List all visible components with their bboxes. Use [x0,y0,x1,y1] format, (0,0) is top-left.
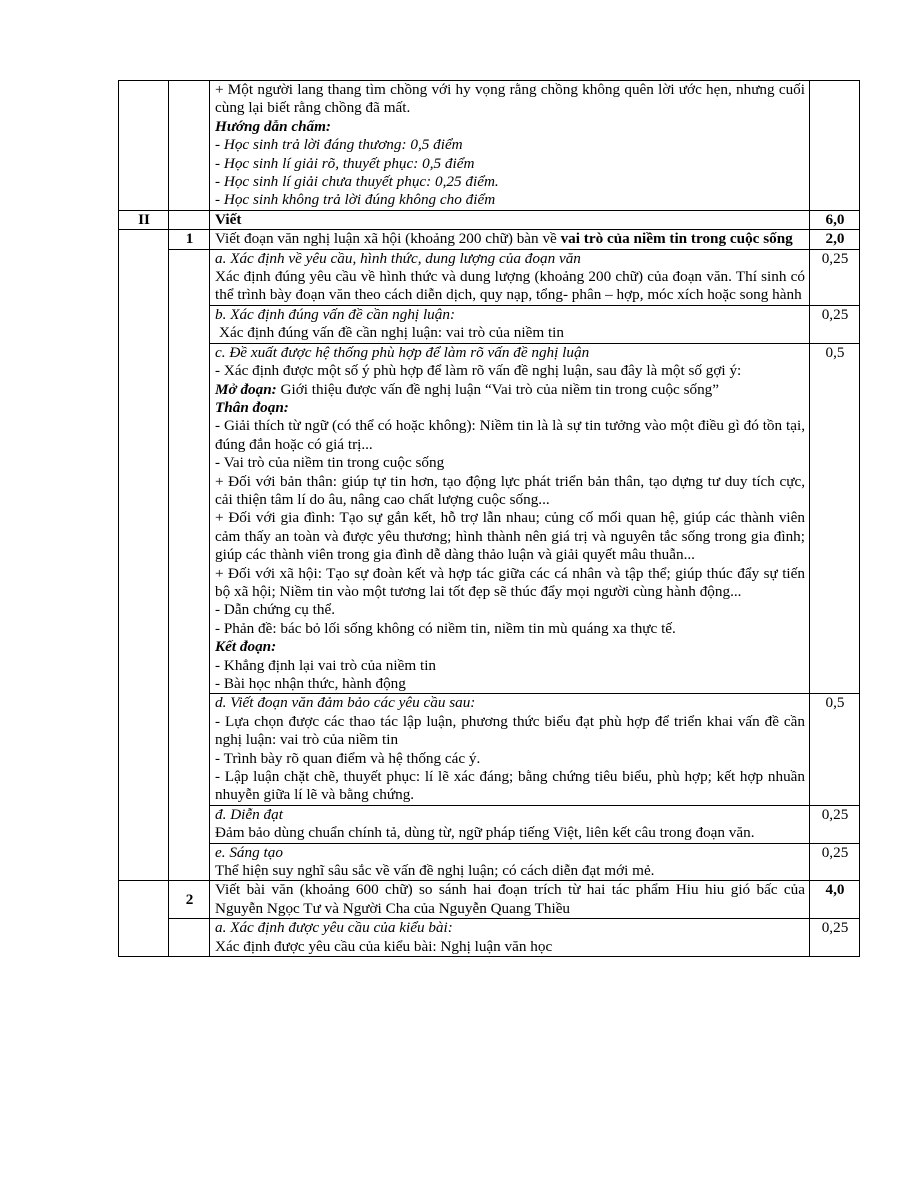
close-item: - Bài học nhận thức, hành động [215,675,406,692]
criterion-score: 0,25 [810,249,860,305]
criterion-body: Xác định đúng yêu cầu về hình thức và dung lượng (khoảng 200 chữ) của đoạn văn. Thí sinh có thể trình bày đoạn văn theo cách diễn dịch, quy nạp, tổng- phân – hợp, móc xích hoặc song hành [215,268,805,304]
section-header-row [119,210,860,229]
content-cell [210,81,810,211]
criterion-item: - Lập luận chặt chẽ, thuyết phục: lí lẽ xác đáng; bằng chứng tiêu biểu, phù hợp; kết hợp nhuần nhuyễn giữa lí lẽ và bằng chứng. [215,768,805,804]
body-item: - Phản đề: bác bỏ lối sống không có niềm tin, niềm tin mù quáng xa thực tế. [215,619,676,637]
criterion-intro: - Xác định được một số ý phù hợp để làm rõ vấn đề nghị luận, sau đây là một số gợi ý: [215,362,742,380]
question-score: 2,0 [810,230,860,249]
criterion-body: Thể hiện suy nghĩ sâu sắc về vấn đề nghị luận; có cách diễn đạt mới mẻ. [215,862,655,880]
table-row [119,81,860,211]
criterion-title: c. Đề xuất được hệ thống phù hợp để làm rõ vấn đề nghị luận [215,343,590,361]
criterion-d [210,694,810,805]
body-item: - Dẫn chứng cụ thể. [215,601,335,619]
guide-title: Hướng dẫn chấm: [215,117,331,135]
criterion-b [210,305,810,343]
question-prompt: Viết bài văn (khoảng 600 chữ) so sánh hai đoạn trích từ hai tác phẩm Hiu hiu gió bấc của Nguyễn Ngọc Tư và Người Cha của Nguyễn Quang Thiều [210,881,810,919]
section-score: 6,0 [810,210,860,229]
criterion-title: a. Xác định về yêu cầu, hình thức, dung lượng của đoạn văn [215,249,581,267]
criterion-score: 0,25 [810,805,860,843]
question-score: 4,0 [810,881,860,919]
criterion-row [119,694,860,805]
criterion-row [119,843,860,881]
criterion-title: e. Sáng tạo [215,843,283,861]
guide-item: - Học sinh lí giải rõ, thuyết phục: 0,5 điểm [215,154,475,172]
close-label: Kết đoạn: [215,638,277,656]
criterion-score: 0,5 [810,343,860,694]
criterion-a [210,919,810,957]
question-number: 1 [169,230,210,249]
question-cell [169,81,210,211]
prompt-text: Viết đoạn văn nghị luận xã hội (khoảng 200 chữ) bàn về [215,230,561,248]
criterion-item: - Lựa chọn được các thao tác lập luận, phương thức biểu đạt phù hợp để triển khai vấn đề cần nghị luận: vai trò của niềm tin [215,712,805,749]
criterion-score: 0,25 [810,305,860,343]
open-label: Mở đoạn: [215,380,277,398]
grading-table [118,80,860,957]
guide-item: - Học sinh lí giải chưa thuyết phục: 0,25 điểm. [215,173,499,191]
criterion-c [210,343,810,694]
criterion-a [210,249,810,305]
question-cell [169,249,210,881]
open-text: Giới thiệu được vấn đề nghị luận “Vai trò của niềm tin trong cuộc sống” [276,380,720,398]
criterion-title: a. Xác định được yêu cầu của kiểu bài: [215,919,453,937]
criterion-e [210,843,810,881]
criterion-body: Đảm bảo dùng chuẩn chính tả, dùng từ, ngữ pháp tiếng Việt, liên kết câu trong đoạn văn. [215,824,755,842]
prompt-topic: vai trò của niềm tin trong cuộc sống [560,230,793,248]
document-page [118,80,859,957]
criterion-row [119,805,860,843]
score-cell [810,81,860,211]
section-label: II [119,210,169,229]
section-cell [119,881,169,957]
body-item: + Đối với gia đình: Tạo sự gắn kết, hỗ trợ lẫn nhau; củng cố mối quan hệ, giúp các thành viên cảm thấy an toàn và được yêu thương; hình thành nên giá trị và nguyên tắc sống trong gia đình; giúp các thành viên trong gia đình dễ dàng thảo luận và giải quyết mâu thuẫn... [215,509,805,564]
criterion-score: 0,25 [810,843,860,881]
criterion-row [119,249,860,305]
body-item: - Giải thích từ ngữ (có thể có hoặc không): Niềm tin là là sự tin tưởng vào một điều gì đó tồn tại, đúng đắn hoặc có giá trị... [215,417,805,453]
section-cell [119,81,169,211]
question-number: 2 [169,881,210,919]
body-item: - Vai trò của niềm tin trong cuộc sống [215,454,445,472]
criterion-score: 0,25 [810,919,860,957]
criterion-body: Xác định được yêu cầu của kiểu bài: Nghị luận văn học [215,937,553,955]
body-item: + Đối với xã hội: Tạo sự đoàn kết và hợp tác giữa các cá nhân và tập thể; giúp thúc đẩy sự tiến bộ xã hội; Niềm tin vào một tương lai tốt đẹp sẽ thúc đẩy mọi người cùng hành động... [215,564,805,600]
criterion-title: b. Xác định đúng vấn đề cần nghị luận: [215,305,456,323]
question-row [119,881,860,919]
criterion-row [119,305,860,343]
criterion-dd [210,805,810,843]
guide-item: - Học sinh không trả lời đúng không cho điểm [215,191,496,209]
open-paragraph [215,381,805,399]
section-cell [119,230,169,881]
body-label: Thân đoạn: [215,398,289,416]
question-cell [169,210,210,229]
criterion-row [119,343,860,694]
criterion-title: đ. Diễn đạt [215,805,283,823]
answer-line: + Một người lang thang tìm chồng với hy vọng rằng chồng không quên lời ước hẹn, nhưng cuối cùng lại biết rằng chồng đã mất. [215,81,805,117]
section-title: Viết [210,210,810,229]
question-prompt [210,230,810,249]
criterion-title: d. Viết đoạn văn đảm bảo các yêu cầu sau: [215,694,476,712]
criterion-body: Xác định đúng vấn đề cần nghị luận: vai trò của niềm tin [219,324,564,342]
question-row [119,230,860,249]
question-cell [169,919,210,957]
body-item: + Đối với bản thân: giúp tự tin hơn, tạo động lực phát triển bản thân, tạo dựng tư duy tích cực, cải thiện tâm lí do âu, nâng cao chất lượng cuộc sống... [215,472,805,508]
criterion-row [119,919,860,957]
guide-item: - Học sinh trả lời đáng thương: 0,5 điểm [215,136,463,154]
criterion-score: 0,5 [810,694,860,805]
criterion-item: - Trình bày rõ quan điểm và hệ thống các ý. [215,749,481,767]
close-item: - Khẳng định lại vai trò của niềm tin [215,656,437,674]
